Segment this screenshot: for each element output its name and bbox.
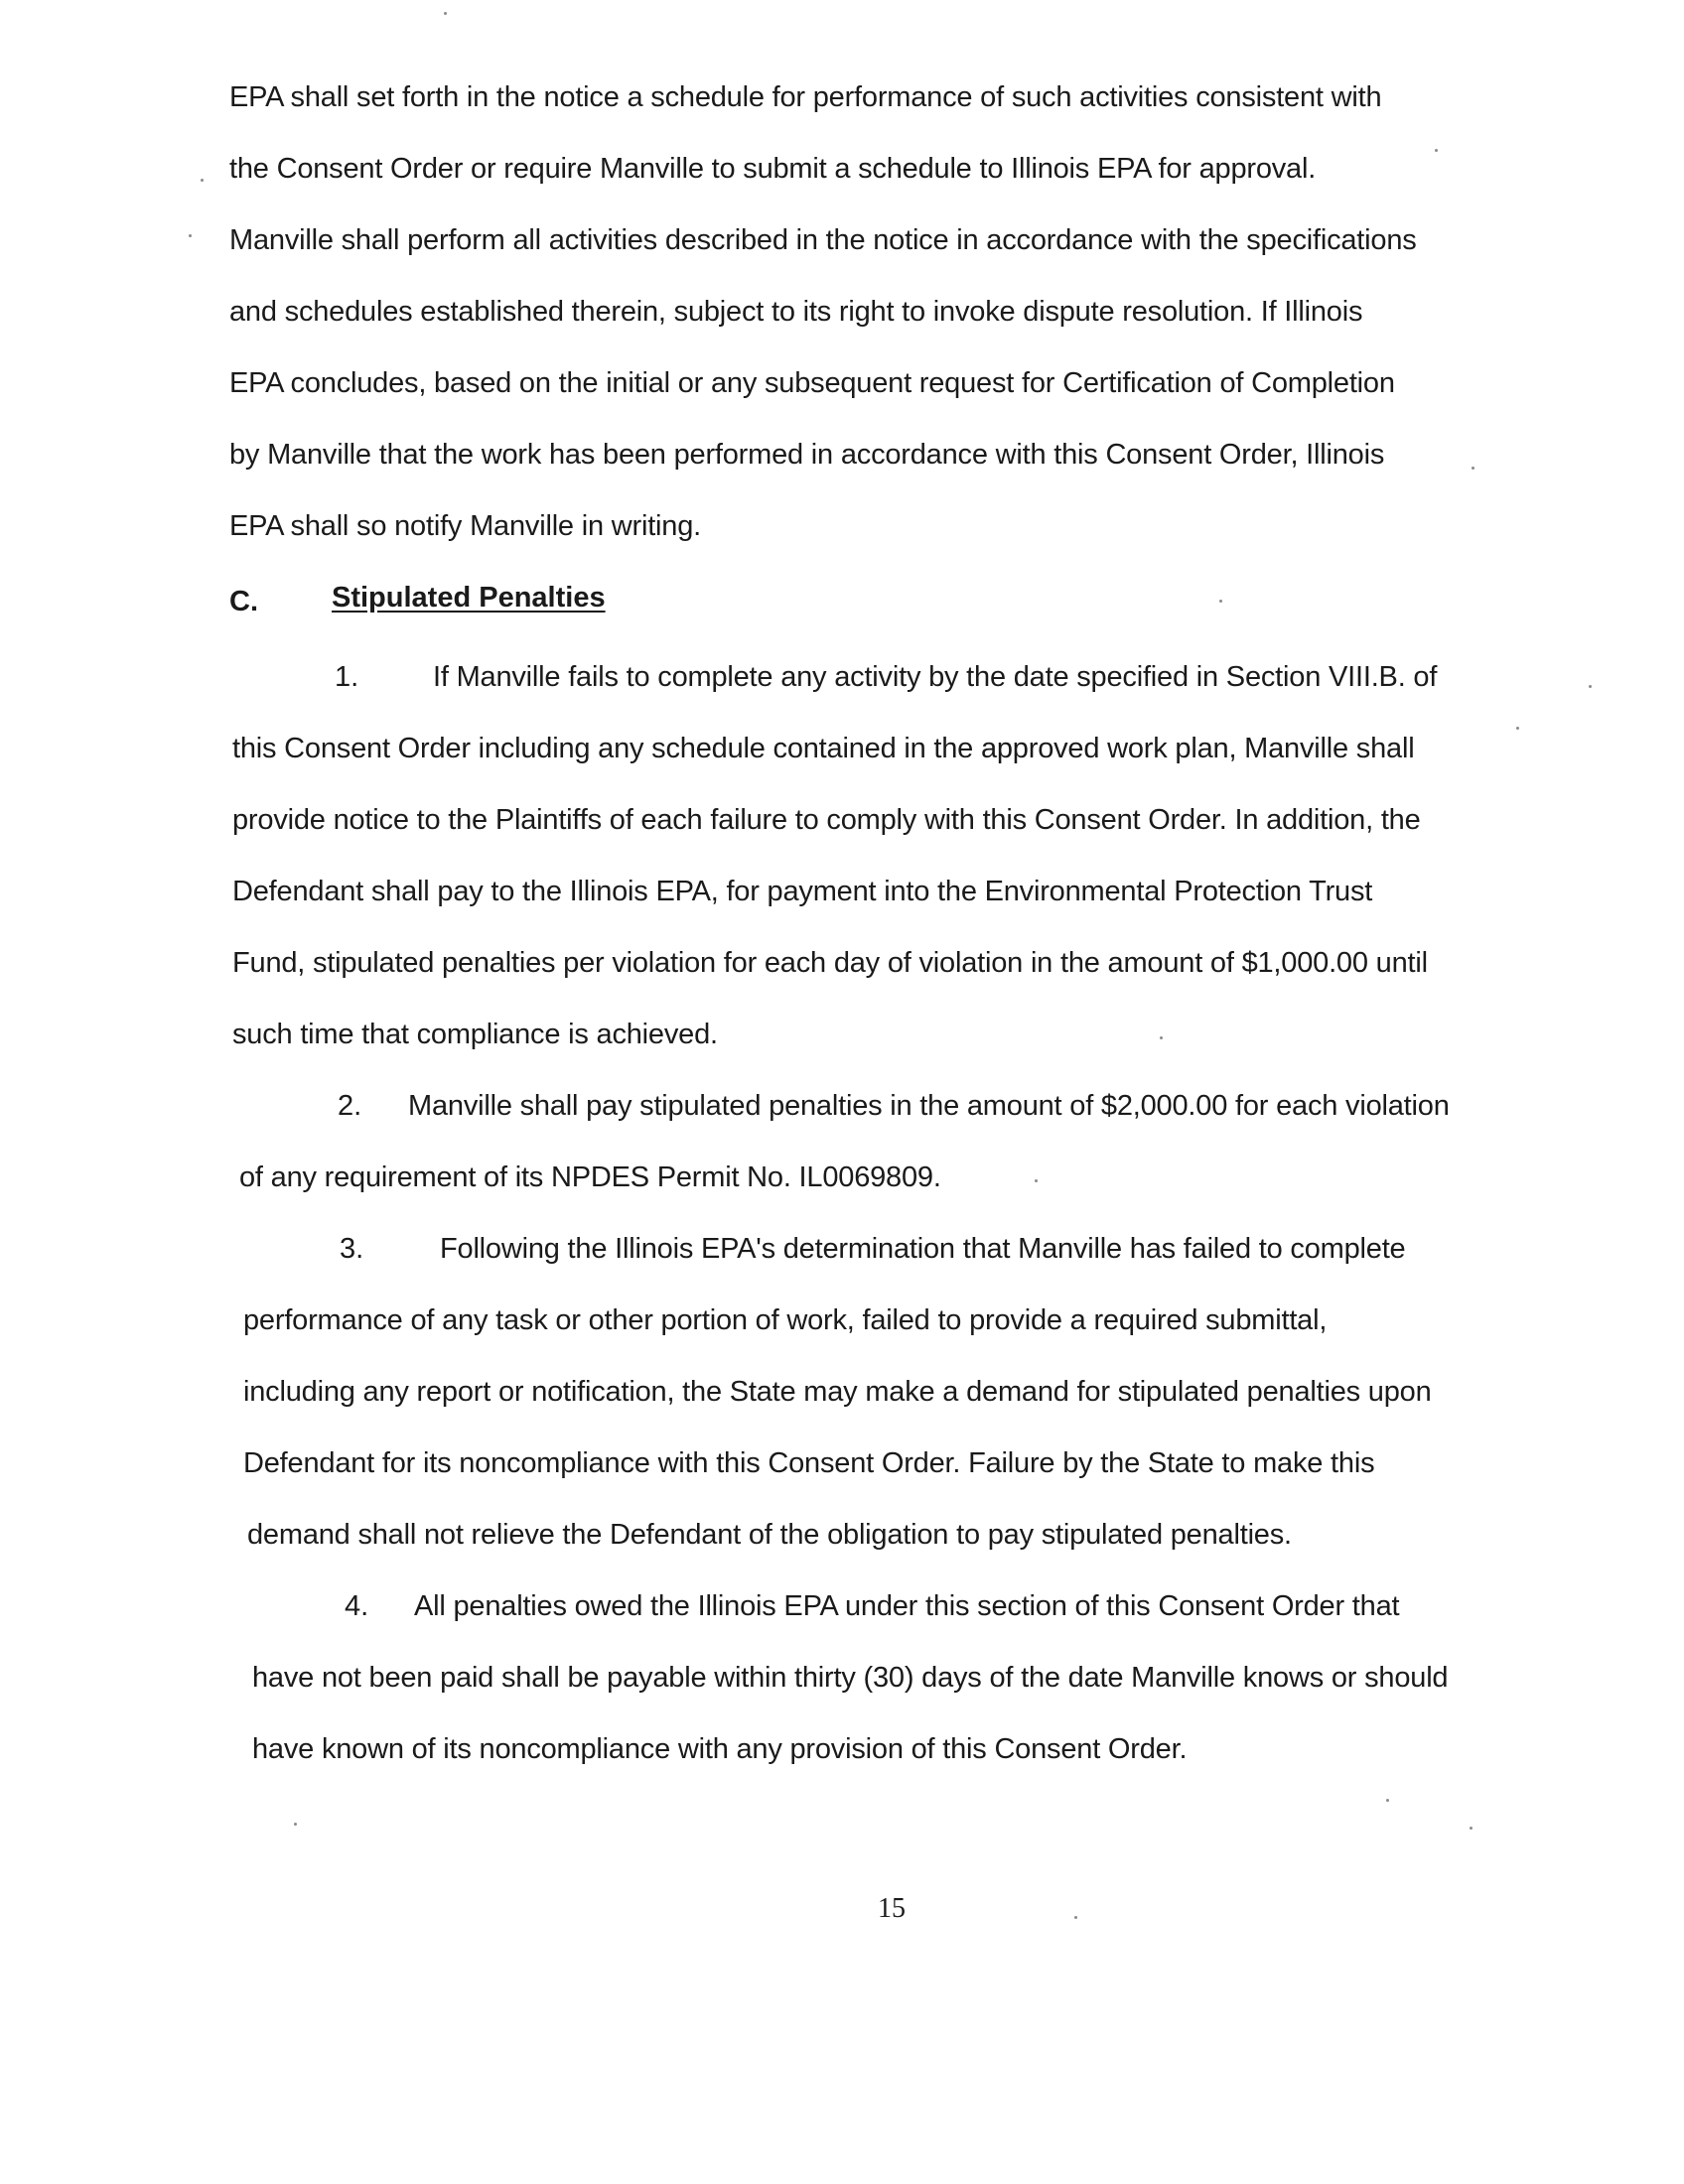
text-line: EPA shall set forth in the notice a schedule for performance of such activities consistent with bbox=[229, 81, 1382, 113]
paragraph-number: 3. bbox=[340, 1233, 364, 1265]
text-line: of any requirement of its NPDES Permit No. IL0069809. bbox=[239, 1161, 941, 1193]
text-line: by Manville that the work has been performed in accordance with this Consent Order, Illinois bbox=[229, 439, 1385, 471]
text-line: All penalties owed the Illinois EPA under this section of this Consent Order that bbox=[414, 1590, 1400, 1622]
text-line: this Consent Order including any schedule contained in the approved work plan, Manville shall bbox=[232, 733, 1415, 764]
scan-speck bbox=[444, 12, 447, 15]
text-line: Fund, stipulated penalties per violation for each day of violation in the amount of $1,000.00 until bbox=[232, 947, 1428, 979]
scan-speck bbox=[1435, 149, 1438, 152]
scan-speck bbox=[1219, 600, 1222, 603]
text-line: the Consent Order or require Manville to submit a schedule to Illinois EPA for approval. bbox=[229, 153, 1317, 185]
section-letter: C. bbox=[229, 586, 258, 617]
scan-speck bbox=[1516, 727, 1519, 730]
text-line: EPA shall so notify Manville in writing. bbox=[229, 510, 702, 542]
text-line: including any report or notification, the State may make a demand for stipulated penalties upon bbox=[243, 1376, 1432, 1408]
paragraph-number: 4. bbox=[345, 1590, 369, 1622]
paragraph-number: 1. bbox=[335, 661, 359, 693]
paragraph-number: 2. bbox=[338, 1090, 362, 1122]
text-line: have not been paid shall be payable within thirty (30) days of the date Manville knows or should bbox=[252, 1662, 1449, 1694]
text-line: performance of any task or other portion of work, failed to provide a required submittal, bbox=[243, 1304, 1328, 1336]
text-line: demand shall not relieve the Defendant of the obligation to pay stipulated penalties. bbox=[247, 1519, 1292, 1551]
scan-speck bbox=[1035, 1179, 1038, 1182]
scan-speck bbox=[1386, 1799, 1389, 1802]
scan-speck bbox=[189, 234, 192, 237]
scan-speck bbox=[201, 179, 204, 182]
text-line: Manville shall perform all activities described in the notice in accordance with the specifications bbox=[229, 224, 1417, 256]
text-line: If Manville fails to complete any activity by the date specified in Section VIII.B. of bbox=[433, 661, 1438, 693]
scan-speck bbox=[1589, 685, 1592, 688]
text-line: Manville shall pay stipulated penalties in the amount of $2,000.00 for each violation bbox=[408, 1090, 1450, 1122]
section-title: Stipulated Penalties bbox=[332, 582, 606, 614]
text-line: EPA concludes, based on the initial or any subsequent request for Certification of Completion bbox=[229, 367, 1395, 399]
text-line: have known of its noncompliance with any provision of this Consent Order. bbox=[252, 1733, 1188, 1765]
scan-speck bbox=[1470, 1827, 1473, 1830]
page-number: 15 bbox=[878, 1893, 906, 1924]
scan-speck bbox=[294, 1823, 297, 1826]
text-line: Defendant shall pay to the Illinois EPA, for payment into the Environmental Protection Trust bbox=[232, 876, 1373, 907]
text-line: provide notice to the Plaintiffs of each failure to comply with this Consent Order. In addition, the bbox=[232, 804, 1421, 836]
text-line: and schedules established therein, subject to its right to invoke dispute resolution. If Illinois bbox=[229, 296, 1363, 328]
text-line: Defendant for its noncompliance with this Consent Order. Failure by the State to make this bbox=[243, 1447, 1375, 1479]
scan-speck bbox=[1160, 1036, 1163, 1039]
text-line: such time that compliance is achieved. bbox=[232, 1019, 718, 1050]
scan-speck bbox=[1472, 467, 1474, 470]
scan-speck bbox=[1074, 1916, 1077, 1919]
text-line: Following the Illinois EPA's determination that Manville has failed to complete bbox=[440, 1233, 1406, 1265]
